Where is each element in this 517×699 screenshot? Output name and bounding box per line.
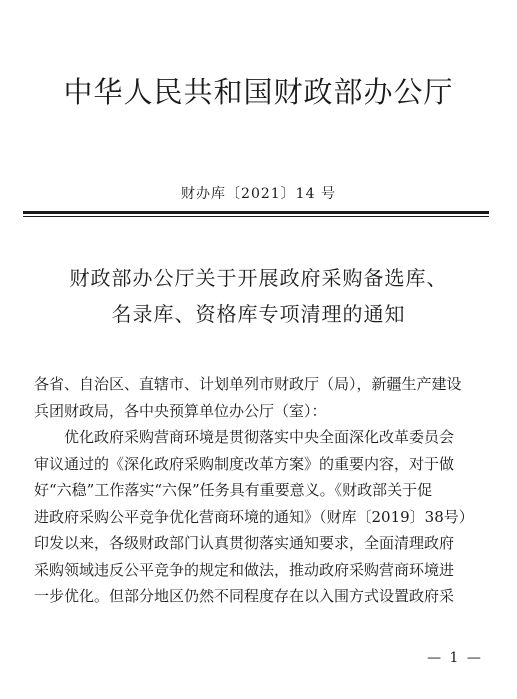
header-divider-thin — [23, 216, 489, 217]
body-line: 兵团财政局，各中央预算单位办公厅（室）： — [34, 401, 327, 420]
notice-body — [34, 371, 484, 610]
page-number: — 1 — — [427, 650, 483, 666]
document-number: 财办库〔2021〕14 号 — [181, 186, 336, 202]
notice-title-line: 名录库、资格库专项清理的通知 — [111, 302, 406, 326]
body-line: 审议通过的《深化政府采购制度改革方案》的重要内容，对于做 — [34, 454, 455, 473]
body-line: 进政府采购公平竞争优化营商环境的通知》（财库〔2019〕38号） — [34, 507, 474, 526]
body-line: 优化政府采购营商环境是贯彻落实中央全面深化改革委员会 — [64, 428, 455, 446]
body-line: 印发以来，各级财政部门认真贯彻落实通知要求，全面清理政府 — [34, 534, 455, 552]
body-line: 好“六稳”工作落实“六保”任务具有重要意义。《财政部关于促 — [34, 481, 433, 499]
notice-title — [0, 260, 517, 332]
notice-title-line: 财政部办公厅关于开展政府采购备选库、 — [69, 266, 448, 290]
body-line: 各省、自治区、直辖市、计划单列市财政厅（局），新疆生产建设 — [34, 375, 462, 393]
header-divider-thick — [23, 211, 489, 214]
issuer-heading: 中华人民共和国财政部办公厅 — [63, 75, 454, 109]
body-line: 一步优化。但部分地区仍然不同程度存在以入围方式设置政府采 — [34, 587, 455, 605]
body-line: 采购领域违反公平竞争的规定和做法，推动政府采购营商环境进 — [34, 560, 455, 579]
